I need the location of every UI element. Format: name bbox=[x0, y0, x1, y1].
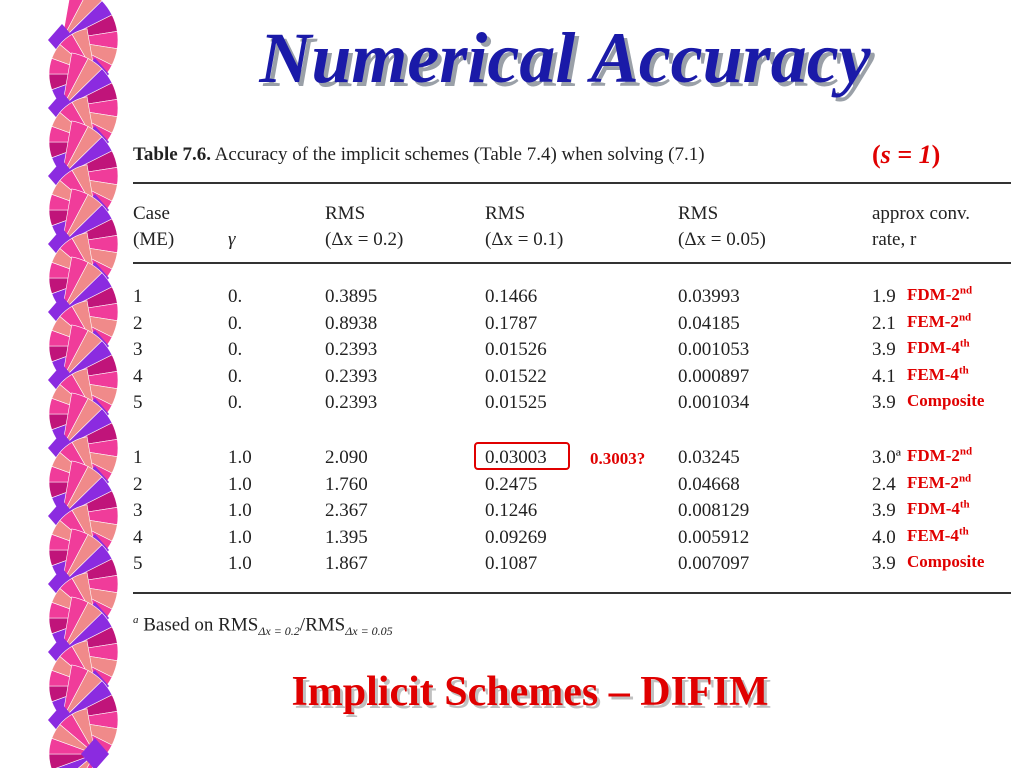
method-name: FEM-4 bbox=[907, 364, 959, 384]
cell-rms3: 0.005912 bbox=[678, 526, 750, 548]
cell-gamma: 0. bbox=[228, 392, 243, 414]
method-label bbox=[907, 551, 984, 573]
cell-gamma: 0. bbox=[228, 286, 243, 307]
cell-rms1: 0.2393 bbox=[325, 339, 378, 361]
cell-rms1: 0.2393 bbox=[325, 365, 378, 387]
header-gamma bbox=[228, 227, 236, 253]
method-name: Composite bbox=[907, 391, 985, 411]
cell-rms2: 0.1466 bbox=[485, 286, 538, 307]
parameter-note-open: ( bbox=[872, 140, 881, 169]
cell-rms3: 0.008129 bbox=[678, 500, 750, 522]
method-order-suffix: th bbox=[959, 498, 970, 511]
header-rms-dx02 bbox=[325, 201, 403, 253]
table-footnote bbox=[133, 614, 393, 639]
cell-case: 2 bbox=[133, 312, 143, 334]
cell-rms3: 0.007097 bbox=[678, 553, 750, 575]
cell-rms3: 0.03245 bbox=[678, 447, 740, 468]
cell-gamma: 0. bbox=[228, 312, 243, 334]
cell-rms2: 0.01525 bbox=[485, 392, 547, 414]
cell-rms3: 0.001034 bbox=[678, 392, 750, 414]
cell-rate: 3.9 bbox=[872, 392, 896, 414]
cell-rate: 4.1 bbox=[872, 365, 896, 387]
header-gamma-symbol: γ bbox=[228, 229, 236, 250]
cell-case: 2 bbox=[133, 473, 143, 495]
cell-rms1: 2.367 bbox=[325, 500, 368, 522]
cell-rms2: 0.09269 bbox=[485, 526, 547, 548]
method-name: FDM-4 bbox=[907, 499, 960, 519]
method-order-suffix: nd bbox=[958, 471, 972, 484]
cell-case: 1 bbox=[133, 286, 143, 307]
method-order-suffix: th bbox=[958, 364, 969, 377]
cell-rms2: 0.2475 bbox=[485, 473, 538, 495]
cell-rms2: 0.1246 bbox=[485, 500, 538, 522]
cell-rms1: 1.867 bbox=[325, 553, 368, 575]
cell-rms3: 0.04668 bbox=[678, 473, 740, 495]
cell-rms1: 1.760 bbox=[325, 473, 368, 495]
cell-rms2: 0.01522 bbox=[485, 365, 547, 387]
cell-rms1: 0.8938 bbox=[325, 312, 378, 334]
header-conv-rate bbox=[872, 201, 970, 253]
method-order-suffix: nd bbox=[959, 445, 973, 458]
method-order-suffix: th bbox=[958, 525, 969, 538]
method-name: Composite bbox=[907, 552, 985, 572]
slide-subtitle: Implicit Schemes – DIFIM bbox=[291, 669, 769, 715]
method-label bbox=[907, 445, 972, 467]
cell-gamma: 1.0 bbox=[228, 473, 252, 495]
table-header-rule bbox=[133, 262, 1011, 264]
table-top-rule bbox=[133, 182, 1011, 184]
header-rms-dx01 bbox=[485, 201, 563, 253]
parameter-note bbox=[872, 140, 940, 170]
method-order-suffix: nd bbox=[959, 284, 973, 297]
cell-rms1: 2.090 bbox=[325, 447, 368, 468]
method-label bbox=[907, 525, 969, 547]
header-case bbox=[133, 201, 174, 253]
footnote-sub1: Δx = 0.2 bbox=[258, 624, 300, 639]
fan-border-decoration bbox=[0, 0, 135, 768]
method-label bbox=[907, 498, 970, 520]
header-conv-rate-line2: rate, r bbox=[872, 229, 917, 250]
parameter-note-expression: s = 1 bbox=[880, 140, 932, 169]
cell-case: 3 bbox=[133, 500, 143, 522]
table-caption bbox=[133, 144, 705, 166]
cell-rms2: 0.1087 bbox=[485, 553, 538, 575]
cell-rms3: 0.03993 bbox=[678, 286, 740, 307]
cell-case: 5 bbox=[133, 392, 143, 414]
cell-rms1: 0.2393 bbox=[325, 392, 378, 414]
cell-rate: 2.4 bbox=[872, 473, 896, 495]
header-rms-dx02-line1: RMS bbox=[325, 203, 366, 224]
cell-gamma: 1.0 bbox=[228, 447, 252, 468]
method-label bbox=[907, 390, 984, 412]
header-rms-dx01-line2: (Δx = 0.1) bbox=[485, 229, 564, 250]
cell-rate: 2.1 bbox=[872, 312, 896, 334]
cell-gamma: 1.0 bbox=[228, 526, 252, 548]
cell-rms1: 0.3895 bbox=[325, 286, 378, 307]
method-label bbox=[907, 284, 972, 306]
cell-case: 5 bbox=[133, 553, 143, 575]
cell-rms2: 0.03003 bbox=[485, 447, 547, 468]
method-label bbox=[907, 311, 971, 333]
footnote-sub2: Δx = 0.05 bbox=[345, 624, 393, 639]
method-label bbox=[907, 472, 971, 494]
footnote-slash: /RMS bbox=[299, 614, 346, 636]
cell-rate: 3.9 bbox=[872, 500, 896, 522]
cell-case: 1 bbox=[133, 447, 143, 468]
cell-rms2: 0.01526 bbox=[485, 339, 547, 361]
cell-case: 3 bbox=[133, 339, 143, 361]
header-case-line2: (ME) bbox=[133, 229, 175, 250]
method-order-suffix: th bbox=[959, 337, 970, 350]
cell-rate: 3.0ª bbox=[872, 447, 901, 468]
highlight-box bbox=[474, 442, 570, 470]
method-name: FEM-2 bbox=[907, 311, 959, 331]
table-bottom-rule bbox=[133, 592, 1011, 594]
method-order-suffix: nd bbox=[958, 310, 972, 323]
header-rms-dx005-line2: (Δx = 0.05) bbox=[678, 229, 766, 250]
header-rms-dx005-line1: RMS bbox=[678, 203, 719, 224]
cell-rms1: 1.395 bbox=[325, 526, 368, 548]
cell-rms3: 0.04185 bbox=[678, 312, 740, 334]
cell-rms2: 0.1787 bbox=[485, 312, 538, 334]
cell-gamma: 1.0 bbox=[228, 500, 252, 522]
method-name: FDM-2 bbox=[907, 285, 960, 304]
table-caption-label: Table 7.6. bbox=[133, 144, 211, 165]
cell-rate: 3.9 bbox=[872, 339, 896, 361]
slide-title: Numerical Accuracy bbox=[259, 18, 871, 98]
header-rms-dx01-line1: RMS bbox=[485, 203, 526, 224]
method-name: FEM-2 bbox=[907, 472, 959, 492]
cell-case: 4 bbox=[133, 526, 143, 548]
table-caption-text: Accuracy of the implicit schemes (Table 7.4) when solving (7.1) bbox=[214, 144, 705, 165]
cell-rate: 4.0 bbox=[872, 526, 896, 548]
parameter-note-close: ) bbox=[931, 140, 941, 169]
header-rms-dx02-line2: (Δx = 0.2) bbox=[325, 229, 404, 250]
method-name: FDM-4 bbox=[907, 338, 960, 358]
cell-rms3: 0.001053 bbox=[678, 339, 750, 361]
method-name: FDM-2 bbox=[907, 446, 960, 465]
method-label bbox=[907, 364, 969, 386]
cell-rms3: 0.000897 bbox=[678, 365, 750, 387]
cell-rate: 1.9 bbox=[872, 286, 896, 307]
footnote-text: Based on RMS bbox=[143, 614, 259, 636]
cell-rate: 3.9 bbox=[872, 553, 896, 575]
footnote-mark: a bbox=[133, 614, 139, 626]
header-rms-dx005 bbox=[678, 201, 766, 253]
cell-gamma: 1.0 bbox=[228, 553, 252, 575]
method-name: FEM-4 bbox=[907, 525, 959, 545]
header-conv-rate-line1: approx conv. bbox=[872, 203, 970, 224]
cell-gamma: 0. bbox=[228, 339, 243, 361]
header-case-line1: Case bbox=[133, 203, 170, 224]
cell-case: 4 bbox=[133, 365, 143, 387]
highlight-note: 0.3003? bbox=[590, 449, 646, 468]
method-label bbox=[907, 337, 970, 359]
cell-gamma: 0. bbox=[228, 365, 243, 387]
